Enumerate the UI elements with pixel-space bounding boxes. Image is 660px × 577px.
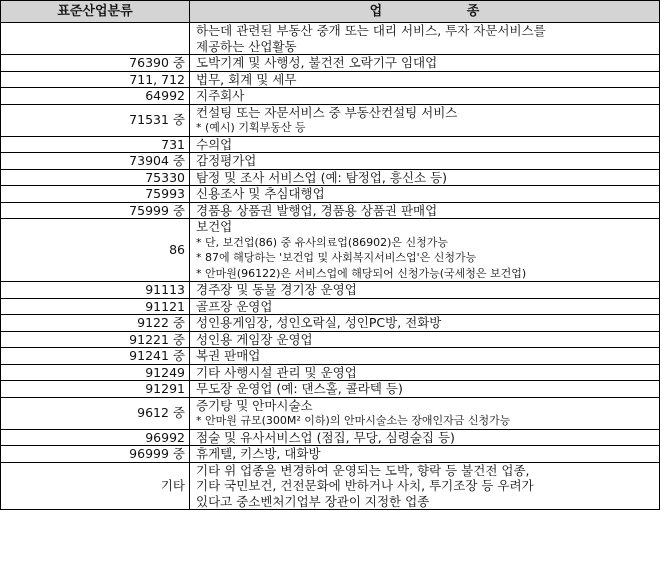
description-line: 도박기계 및 사행성, 불건전 오락기구 임대업 bbox=[196, 55, 438, 70]
table-row bbox=[1, 202, 660, 219]
description-line: 복권 판매업 bbox=[196, 348, 261, 363]
description-line: 증기탕 및 안마시술소 bbox=[196, 397, 313, 413]
industry-code: 91241 중 bbox=[1, 348, 190, 365]
description-line: 경주장 및 동물 경기장 운영업 bbox=[196, 282, 357, 297]
table-header-row bbox=[1, 1, 660, 23]
table-row bbox=[1, 397, 660, 429]
description-note: * 단, 보건업(86) 중 유사의료업(86902)은 신청가능 bbox=[196, 235, 449, 249]
description-line: 하는데 관련된 부동산 중개 또는 대리 서비스, 투자 자문서비스를 bbox=[196, 23, 546, 38]
table-row bbox=[1, 169, 660, 186]
industry-code: 73904 중 bbox=[1, 153, 190, 170]
industry-description bbox=[190, 186, 660, 203]
description-line: 성인용 게임장 운영업 bbox=[196, 331, 313, 347]
industry-description bbox=[190, 429, 660, 446]
description-line: 지주회사 bbox=[196, 88, 245, 103]
description-line: 법무, 회계 및 세무 bbox=[196, 71, 297, 87]
description-line: 감정평가업 bbox=[196, 153, 257, 168]
industry-code: 91221 중 bbox=[1, 331, 190, 348]
industry-description bbox=[190, 104, 660, 136]
description-note: * (예시) 기획부동산 등 bbox=[196, 121, 306, 134]
table-row bbox=[1, 282, 660, 299]
industry-code: 64992 bbox=[1, 88, 190, 105]
industry-description bbox=[190, 348, 660, 365]
table-row bbox=[1, 298, 660, 315]
description-line: 기타 위 업종을 변경하여 운영되는 도박, 향락 등 불건전 업종, bbox=[196, 462, 530, 478]
industry-code: 75330 bbox=[1, 169, 190, 186]
description-line: 무도장 운영업 (예: 댄스홀, 콜라텍 등) bbox=[196, 381, 403, 396]
description-line: 골프장 운영업 bbox=[196, 298, 273, 314]
description-line: 보건업 bbox=[196, 219, 233, 234]
industry-description bbox=[190, 169, 660, 186]
industry-code: 기타 bbox=[1, 462, 190, 510]
industry-description bbox=[190, 136, 660, 153]
table-row bbox=[1, 71, 660, 88]
industry-code: 96999 중 bbox=[1, 446, 190, 463]
description-line: 기타 국민보건, 건전문화에 반하거나 사치, 투기조장 등 우려가 bbox=[196, 478, 534, 493]
industry-code: 75999 중 bbox=[1, 202, 190, 219]
description-note: * 87에 해당하는 '보건업 및 사회복지서비스업'은 신청가능 bbox=[196, 251, 477, 264]
table-row bbox=[1, 381, 660, 398]
header-code: 표준산업분류 bbox=[1, 1, 190, 23]
industry-code: 86 bbox=[1, 219, 190, 282]
industry-description bbox=[190, 219, 660, 282]
industry-code: 9122 중 bbox=[1, 315, 190, 332]
industry-description bbox=[190, 55, 660, 72]
industry-code bbox=[1, 23, 190, 55]
industry-code: 731 bbox=[1, 136, 190, 153]
table-row bbox=[1, 429, 660, 446]
description-note: * 안마원 규모(300M² 이하)의 안마시술소는 장애인자금 신청가능 bbox=[196, 414, 511, 427]
industry-code: 91121 bbox=[1, 298, 190, 315]
table-row bbox=[1, 462, 660, 510]
table-row bbox=[1, 104, 660, 136]
description-line: 있다고 중소벤처기업부 장관이 지정한 업종 bbox=[196, 493, 430, 509]
description-line: 기타 사행시설 관리 및 운영업 bbox=[196, 364, 357, 380]
description-line: 탐정 및 조사 서비스업 (예: 탐정업, 흥신소 등) bbox=[196, 169, 448, 185]
industry-description bbox=[190, 71, 660, 88]
industry-description bbox=[190, 462, 660, 510]
industry-code: 91249 bbox=[1, 364, 190, 381]
industry-description bbox=[190, 298, 660, 315]
industry-code: 9612 중 bbox=[1, 397, 190, 429]
industry-description bbox=[190, 364, 660, 381]
industry-description bbox=[190, 153, 660, 170]
description-line: 휴게텔, 키스방, 대화방 bbox=[196, 446, 321, 461]
table-row bbox=[1, 186, 660, 203]
industry-description bbox=[190, 381, 660, 398]
description-line: 점술 및 유사서비스업 (점집, 무당, 심령술집 등) bbox=[196, 429, 455, 445]
industry-description bbox=[190, 331, 660, 348]
table-row bbox=[1, 219, 660, 282]
industry-code: 76390 중 bbox=[1, 55, 190, 72]
description-line: 제공하는 산업활동 bbox=[196, 38, 297, 54]
description-note: * 안마원(96122)은 서비스업에 해당되어 신청가능(국세청은 보건업) bbox=[196, 266, 527, 280]
table-row bbox=[1, 446, 660, 463]
table-row bbox=[1, 153, 660, 170]
industry-description bbox=[190, 446, 660, 463]
description-line: 성인용게임장, 성인오락실, 성인PC방, 전화방 bbox=[196, 315, 442, 330]
industry-description bbox=[190, 397, 660, 429]
table-row bbox=[1, 364, 660, 381]
table-row bbox=[1, 23, 660, 55]
industry-code: 91291 bbox=[1, 381, 190, 398]
description-line: 컨설팅 또는 자문서비스 중 부동산컨설팅 서비스 bbox=[196, 104, 458, 120]
industry-description bbox=[190, 202, 660, 219]
description-line: 수의업 bbox=[196, 136, 233, 152]
industry-description bbox=[190, 23, 660, 55]
header-desc bbox=[190, 1, 660, 23]
industry-code: 96992 bbox=[1, 429, 190, 446]
description-line: 신용조사 및 추심대행업 bbox=[196, 186, 325, 201]
table-row bbox=[1, 136, 660, 153]
industry-code: 75993 bbox=[1, 186, 190, 203]
industry-code: 71531 중 bbox=[1, 104, 190, 136]
header-desc-label: 업 종 bbox=[369, 3, 520, 19]
industry-description bbox=[190, 315, 660, 332]
industry-code: 91113 bbox=[1, 282, 190, 299]
industry-description bbox=[190, 88, 660, 105]
industry-description bbox=[190, 282, 660, 299]
industry-code: 711, 712 bbox=[1, 71, 190, 88]
table-row bbox=[1, 55, 660, 72]
table-row bbox=[1, 331, 660, 348]
description-line: 경품용 상품권 발행업, 경품용 상품권 판매업 bbox=[196, 202, 438, 218]
table-row bbox=[1, 315, 660, 332]
table-row bbox=[1, 348, 660, 365]
table-row bbox=[1, 88, 660, 105]
